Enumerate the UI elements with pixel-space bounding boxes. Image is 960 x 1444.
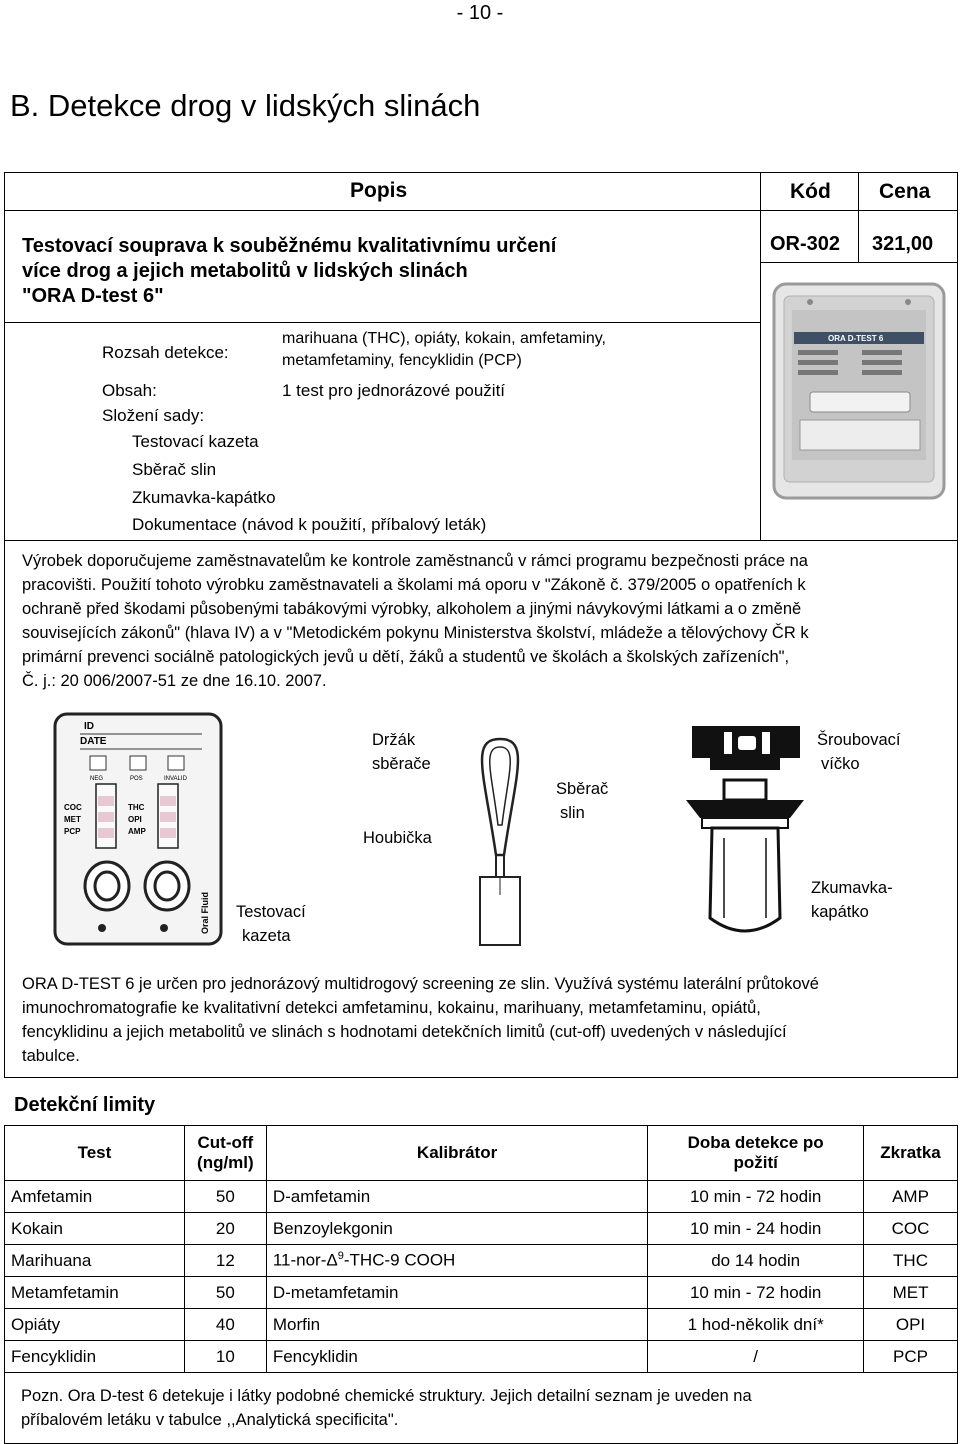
- column-divider: [858, 172, 859, 262]
- section-title: B. Detekce drog v lidských slinách: [10, 88, 481, 123]
- collector-label: Sběrač slin: [556, 780, 609, 822]
- range-label: Rozsah detekce:: [102, 343, 229, 362]
- note-row: [5, 1373, 958, 1444]
- table-header-row: [5, 1126, 958, 1181]
- note-text: příbalovém letáku v tabulce ,,Analytická specificita".: [21, 1411, 399, 1429]
- header-divider: [4, 210, 958, 211]
- cassette-label: Testovací kazeta: [236, 903, 306, 945]
- svg-text:Oral Fluid: Oral Fluid: [200, 891, 210, 934]
- product-description: ORA D-TEST 6 je určen pro jednorázový multidrogový screening ze slin. Využívá systému laterální průtokové imunochromatografie ke kvalitativní detekci amfetaminu, kokainu, marihuany, metamfetaminu, opiátů, fencyklidinu a jejich metabolitů ve slinách s hodnotami detekčních limitů (cut-off) uvedených v následující tabulce.: [22, 975, 819, 1065]
- kit-item: Sběrač slin: [132, 460, 217, 479]
- contents-label: Obsah:: [102, 381, 157, 400]
- range-value: marihuana (THC), opiáty, kokain, amfetaminy, metamfetaminy, fencyklidin (PCP): [282, 330, 606, 369]
- svg-text:MET: MET: [64, 815, 81, 824]
- note-text: Pozn. Ora D-test 6 detekuje i látky podobné chemické struktury. Jejich detailní seznam je uveden na: [21, 1387, 752, 1405]
- details-divider: [4, 540, 958, 541]
- product-title: Testovací souprava k souběžnému kvalitativnímu určení více drog a jejich metabolitů v lidských slinách "ORA D-test 6": [22, 235, 557, 307]
- kit-item: Testovací kazeta: [132, 432, 259, 451]
- svg-text:ID: ID: [84, 721, 94, 732]
- tube-dropper-image: [680, 718, 810, 948]
- table-row: Opiáty 40 Morfin 1 hod-několik dní* OPI: [5, 1309, 958, 1341]
- svg-text:NEG: NEG: [90, 776, 104, 782]
- header-code: Kód: [790, 180, 831, 203]
- kit-item: Dokumentace (návod k použití, příbalový leták): [132, 515, 487, 534]
- product-code: OR-302: [770, 233, 841, 255]
- svg-text:DATE: DATE: [80, 736, 107, 747]
- table-row: Marihuana 12 $11-nor-\Delta^9-THC-9$ COOH do 14 hodin THC: [5, 1245, 958, 1277]
- table-row: Kokain 20 Benzoylekgonin 10 min - 24 hodin COC: [5, 1213, 958, 1245]
- code-divider: [760, 262, 958, 263]
- header-cutoff: Cut-off (ng/ml): [184, 1126, 266, 1181]
- holder-label: Držák sběrače: [372, 731, 431, 773]
- limits-table: [4, 1125, 958, 1444]
- svg-text:AMP: AMP: [128, 827, 146, 836]
- header-description: Popis: [350, 179, 408, 202]
- header-test: Test: [5, 1126, 185, 1181]
- limits-title: Detekční limity: [14, 1094, 156, 1116]
- contents-value: 1 test pro jednorázové použití: [282, 381, 506, 400]
- title-divider: [4, 322, 760, 323]
- svg-text:OPI: OPI: [128, 815, 142, 824]
- page-number: - 10 -: [456, 2, 504, 24]
- svg-text:POS: POS: [130, 776, 143, 782]
- cap-label: Šroubovací víčko: [817, 731, 901, 773]
- header-price: Cena: [879, 180, 931, 203]
- table-row: Amfetamin 50 D-amfetamin 10 min - 72 hodin AMP: [5, 1181, 958, 1213]
- svg-text:INVALID: INVALID: [164, 776, 187, 782]
- svg-text:PCP: PCP: [64, 827, 81, 836]
- header-detection-time: Doba detekce po požití: [648, 1126, 864, 1181]
- svg-text:THC: THC: [128, 803, 145, 812]
- kit-label: Složení sady:: [102, 406, 205, 425]
- svg-text:COC: COC: [64, 803, 82, 812]
- sponge-label: Houbička: [363, 829, 432, 847]
- table-row: Fencyklidin 10 Fencyklidin / PCP: [5, 1341, 958, 1373]
- package-label: ORA D-TEST 6: [828, 334, 884, 343]
- tube-label: Zkumavka- kapátko: [811, 879, 893, 921]
- test-cassette-image: [52, 712, 224, 947]
- saliva-collector-image: [440, 735, 560, 947]
- header-calibrator: Kalibrátor: [266, 1126, 647, 1181]
- table-row: Metamfetamin 50 D-metamfetamin 10 min - 72 hodin MET: [5, 1277, 958, 1309]
- header-abbreviation: Zkratka: [864, 1126, 958, 1181]
- product-price: 321,00: [872, 233, 934, 255]
- kit-item: Zkumavka-kapátko: [132, 488, 276, 507]
- product-package-image: [770, 280, 950, 505]
- recommendation-text: Výrobek doporučujeme zaměstnavatelům ke kontrole zaměstnanců v rámci programu bezpečnosti práce na pracovišti. Použití tohoto výrobku zaměstnavateli a školami má oporu v "Zákoně č. 379/2005 o opatřeních k ochraně před škodami působenými tabákovými výrobky, alkoholem a jinými návykovými látkami a o změně souvisejících zákonů" (hlava IV) a v "Metodickém pokynu Ministerstva školství, mládeže a tělovýchovy ČR k primární prevenci sociálně patologických jevů u dětí, žáků a studentů ve školách a školských zařízeních", Č. j.: 20 006/2007-51 ze dne 16.10. 2007.: [22, 552, 809, 690]
- column-divider: [760, 172, 761, 540]
